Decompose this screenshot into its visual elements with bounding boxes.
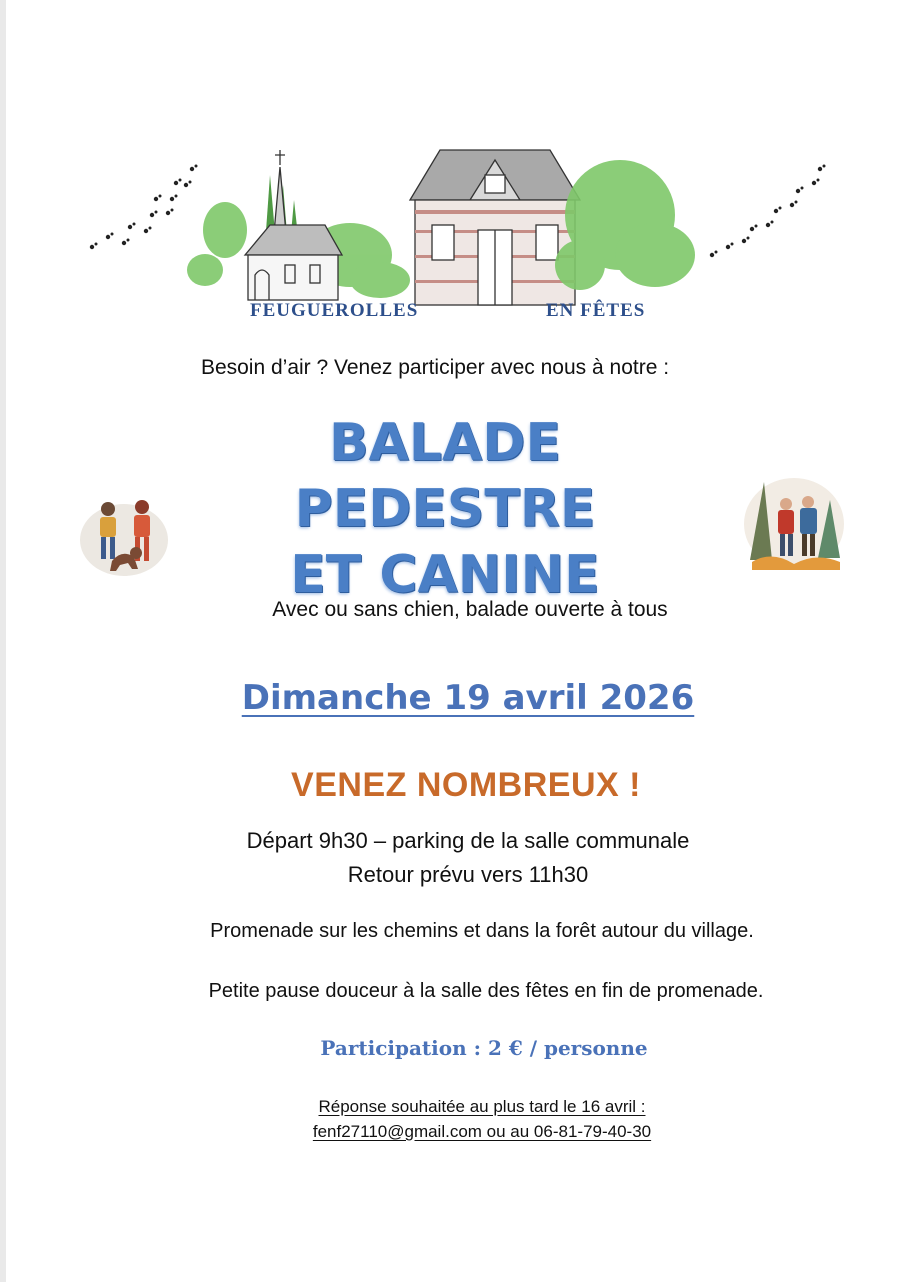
village-illustration (80, 105, 840, 330)
return-info: Retour prévu vers 11h30 (347, 862, 589, 887)
event-date: Dimanche 19 avril 2026 (241, 678, 695, 718)
participation-price: Participation : 2 € / personne (320, 1036, 648, 1060)
contact-channels: fenf27110@gmail.com ou au 06-81-79-40-30 (312, 1122, 652, 1141)
children-with-dog-clipart (78, 495, 170, 577)
paw-prints-right-icon (710, 165, 826, 258)
break-description: Petite pause douceur à la salle des fêtes en fin de promenade. (208, 980, 764, 1002)
village-name-right: EN FÊTES (546, 300, 646, 321)
event-title (195, 410, 695, 608)
page-edge (0, 0, 6, 1282)
subtitle-text: Avec ou sans chien, balade ouverte à tous (272, 598, 668, 621)
reply-deadline: Réponse souhaitée au plus tard le 16 avril : (318, 1097, 646, 1116)
title-line-2: ET CANINE (290, 545, 600, 605)
intro-text: Besoin d’air ? Venez participer avec nous à notre : (200, 356, 670, 379)
departure-info: Départ 9h30 – parking de la salle communale (246, 828, 690, 853)
call-to-action: VENEZ NOMBREUX ! (291, 766, 641, 804)
route-description: Promenade sur les chemins et dans la forêt autour du village. (210, 920, 754, 942)
village-name-left: FEUGUEROLLES (250, 300, 419, 321)
hikers-clipart (742, 470, 846, 572)
title-line-1: BALADE PEDESTRE (294, 413, 596, 539)
paw-prints-left-icon (90, 165, 198, 250)
